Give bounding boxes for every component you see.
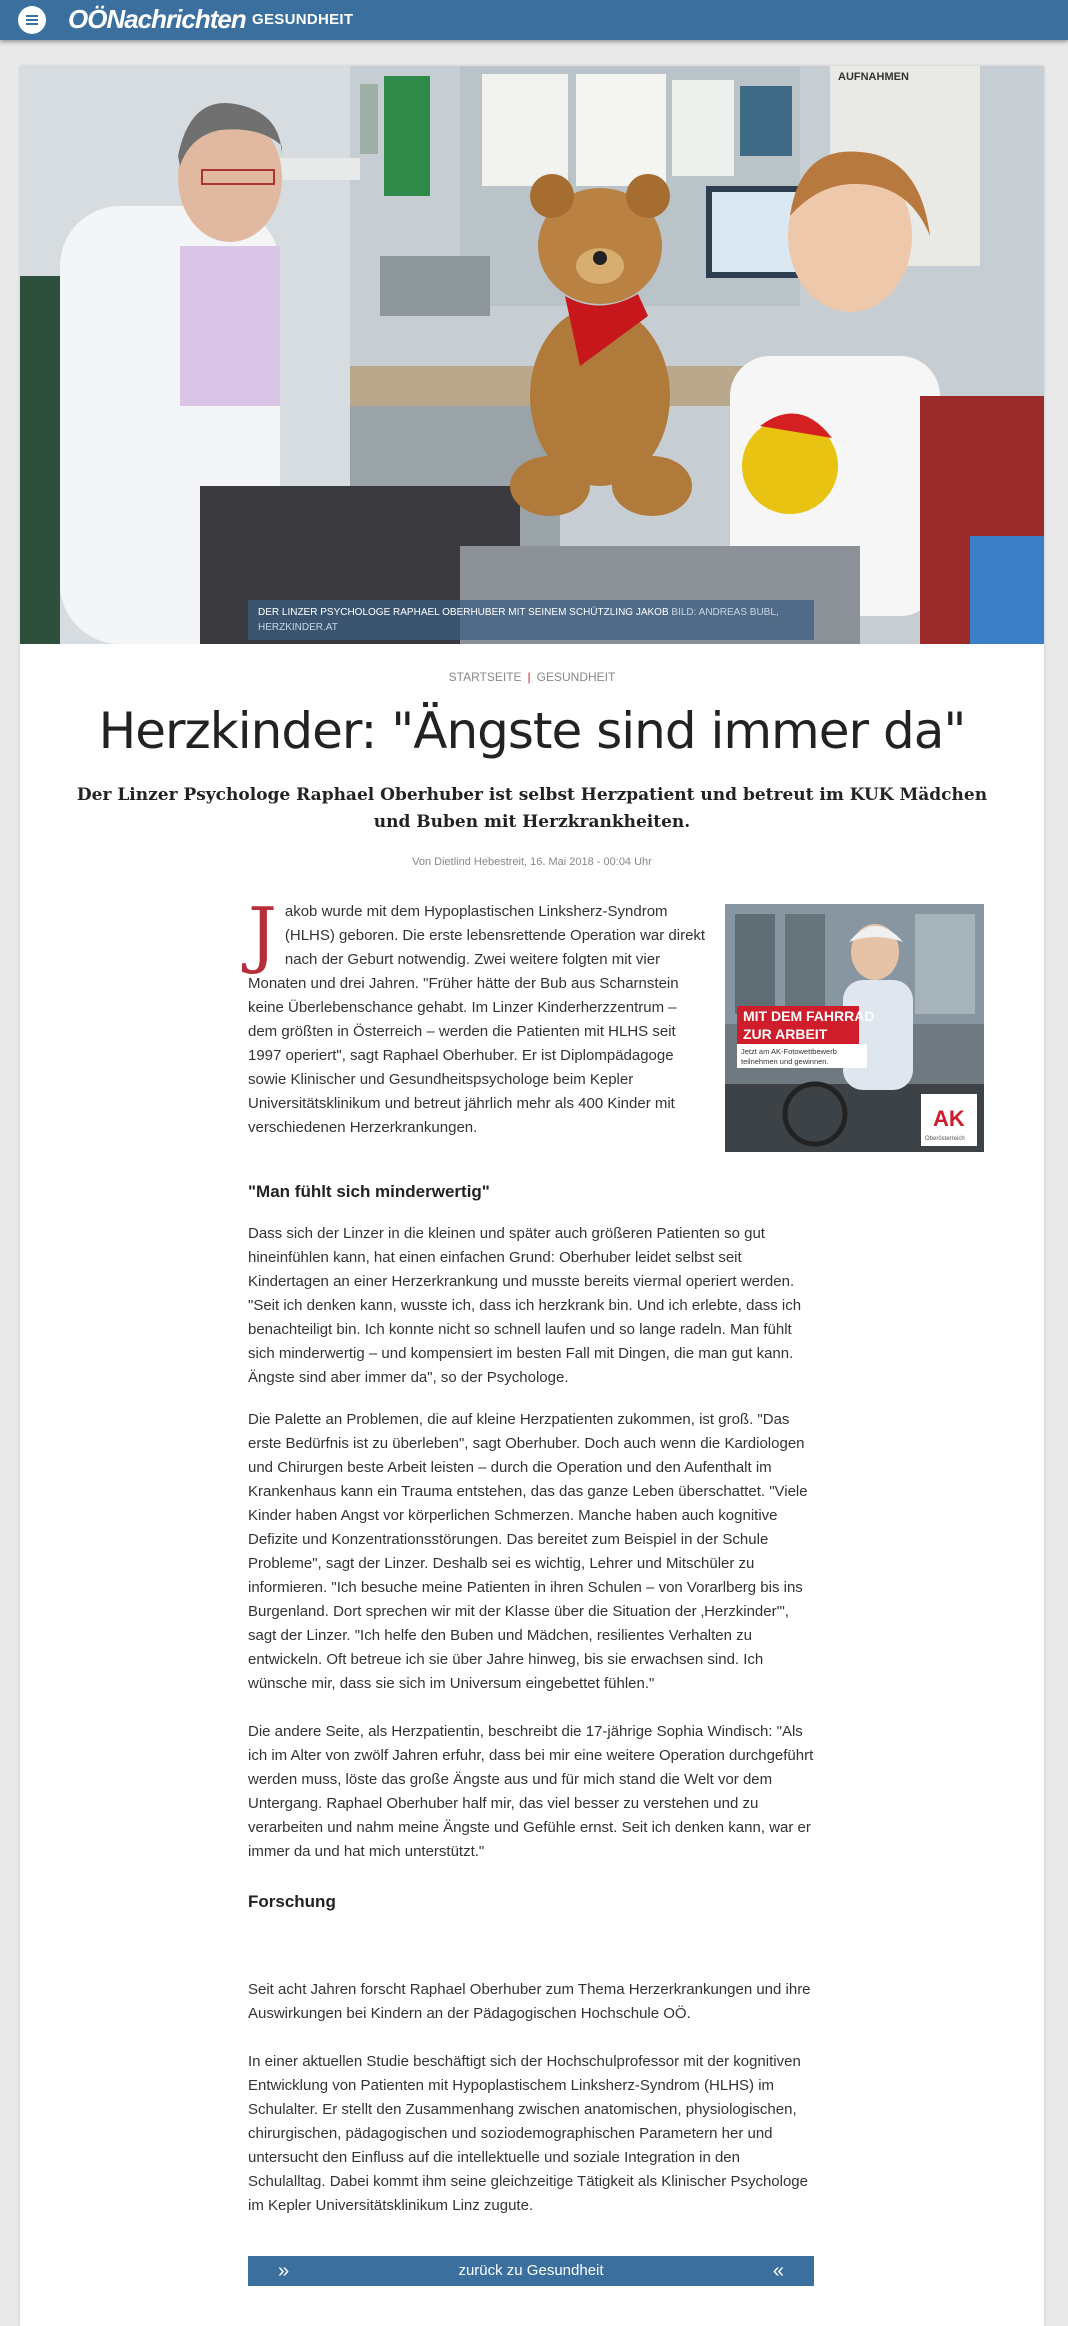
paragraph-1: Dass sich der Linzer in die kleinen und später auch größeren Patienten so gut hineinfühlen kann, hat einen einfachen Grund: Oberhuber leidet selbst seit Kindertagen an einer Herzerkrankung und musste bereits viermal operiert werden. "Seit ich denken kann, wusste ich, dass ich herzkrank bin. Und ich erlebte, dass ich benachteiligt bin. Ich konnte nicht so schnell laufen und so lange radeln. Man fühlt sich minderwertig – und kompensiert im besten Fall mit Dingen, die man gut kann. Ängste sind aber immer da", so der Psychologe. xyxy=(248,1225,802,1386)
subhead-forschung: Forschung xyxy=(248,1892,336,1911)
caption-credit: BILD: ANDREAS BUBL, HERZKINDER.AT xyxy=(258,607,779,633)
caption-text: DER LINZER PSYCHOLOGE RAPHAEL OBERHUBER MIT SEINEM SCHÜTZLING JAKOB xyxy=(258,607,669,618)
back-button-label: zurück zu Gesundheit xyxy=(458,2262,604,2279)
top-navigation-bar xyxy=(0,0,1068,40)
section-link-gesundheit[interactable]: GESUNDHEIT xyxy=(252,11,354,28)
ad-headline-1: MIT DEM FAHRRAD xyxy=(743,1008,875,1024)
paragraph-5: In einer aktuellen Studie beschäftigt sich der Hochschulprofessor mit der kognitiven Entwicklung von Patienten mit Hypoplastischem Linksherz-Syndrom (HLHS) im Schulalter. Er stellt den Zusammenhang zwischen anatomischen, physiologischen, chirurgischen, pädagogischen und soziodemographischen Parametern her und untersucht den Einfluss auf die intellektuelle und soziale Integration in den Schulalltag. Dabei kommt ihm seine gleichzeitige Tätigkeit als Klinischer Psychologe im Kepler Universitätsklinikum Linz zugute. xyxy=(248,2053,808,2214)
article-lead: Der Linzer Psychologe Raphael Oberhuber ist selbst Herzpatient und betreut im KUK Mädchen und Buben mit Herzkrankheiten. xyxy=(76,785,988,832)
paragraph-2: Die Palette an Problemen, die auf kleine Herzpatienten zukommen, ist groß. "Das erste Bedürfnis ist zu überleben", sagt Oberhuber. Doch auch wenn die Kardiologen und Chirurgen beste Arbeit leisten – durch die Operation und den Aufenthalt im Krankenhaus kann ein Trauma entstehen, das das ganze Leben überschattet. "Viele Kinder haben Angst vor körperlichen Schmerzen. Manche haben auch kognitive Defizite und Konzentrationsstörungen. Das bereitet zum Beispiel in der Schule Probleme", sagt der Linzer. Deshalb sei es wichtig, Lehrer und Mitschüler zu informieren. "Ich besuche meine Patienten in ihren Schulen – von Vorarlberg bis ins Burgenland. Dort sprechen wir mit der Klasse über die Situation der ‚Herzkinder'", sagt der Linzer. "Ich helfe den Buben und Mädchen, resilientes Verhalten zu entwickeln. Oft betreue ich sie über Jahre hinweg, bis sie erwachsen sind. Ich wünsche mir, dass sie sich im Universum eingebettet fühlen." xyxy=(248,1411,808,1692)
ad-sub-2: teilnehmen und gewinnen. xyxy=(741,1057,829,1066)
hero-caption xyxy=(248,600,814,640)
breadcrumb xyxy=(20,670,1044,684)
chevron-right-double-icon: » xyxy=(278,2260,290,2282)
chevron-left-double-icon: « xyxy=(772,2260,784,2282)
intro-text: akob wurde mit dem Hypoplastischen Linksherz-Syndrom (HLHS) geboren. Die erste lebensrettende Operation war direkt nach der Geburt notwendig. Zwei weitere folgten mit vier Monaten und drei Jahren. "Früher hätte der Bub aus Scharnstein keine Überlebenschance gehabt. Im Linzer Kinderherzzentrum – dem größten in Österreich – werden die Patienten mit HLHS seit 1997 operiert", sagt Raphael Oberhuber. Er ist Diplompädagoge sowie Klinischer und Gesundheitspsychologe beim Kepler Universitätsklinikum und betreut jährlich mehr als 400 Kinder mit verschiedenen Herzerkrankungen. xyxy=(248,903,706,1136)
article-byline: Von Dietlind Hebestreit, 16. Mai 2018 - 00:04 Uhr xyxy=(412,856,652,868)
ad-sub-1: Jetzt am AK-Fotowettbewerb xyxy=(741,1047,837,1056)
ad-graphic xyxy=(725,904,984,1152)
advertisement-banner[interactable] xyxy=(725,904,984,1152)
drop-cap: J xyxy=(248,892,277,976)
article-title: Herzkinder: "Ängste sind immer da" xyxy=(98,702,966,760)
ad-headline-2: ZUR ARBEIT xyxy=(743,1026,828,1042)
hero-photo-illustration xyxy=(20,66,1044,644)
article-intro xyxy=(248,892,706,1140)
subhead-minderwertig: "Man fühlt sich minderwertig" xyxy=(248,1182,490,1201)
breadcrumb-separator: | xyxy=(527,670,531,684)
poster-text: AUFNAHMEN xyxy=(838,71,909,83)
paragraph-3: Die andere Seite, als Herzpatientin, beschreibt die 17-jährige Sophia Windisch: "Als ich im Alter von zwölf Jahren erfuhr, dass bei mir eine weitere Operation durchgeführt werden muss, löste das große Ängste aus und für mich stand die Welt vor dem Untergang. Raphael Oberhuber half mir, das viel besser zu verstehen und zu verarbeiten und nahm meine Ängste und Gefühle ernst. Seit ich denken kann, war er immer da und hat mich unterstützt." xyxy=(248,1723,814,1860)
breadcrumb-home[interactable]: STARTSEITE xyxy=(448,670,522,684)
ad-brand-sub: Oberösterreich xyxy=(925,1136,965,1142)
hero-image xyxy=(20,66,1044,644)
breadcrumb-section[interactable]: GESUNDHEIT xyxy=(536,670,616,684)
article-card xyxy=(20,66,1044,2326)
paragraph-4: Seit acht Jahren forscht Raphael Oberhuber zum Thema Herzerkrankungen und ihre Auswirkungen bei Kindern an der Pädagogischen Hochschule OÖ. xyxy=(248,1981,811,2022)
hamburger-menu-icon[interactable] xyxy=(18,6,46,34)
site-logo[interactable]: OÖNachrichten xyxy=(68,4,246,34)
back-to-section-button[interactable] xyxy=(248,2256,814,2286)
ad-brand-logo: AK xyxy=(933,1106,965,1131)
